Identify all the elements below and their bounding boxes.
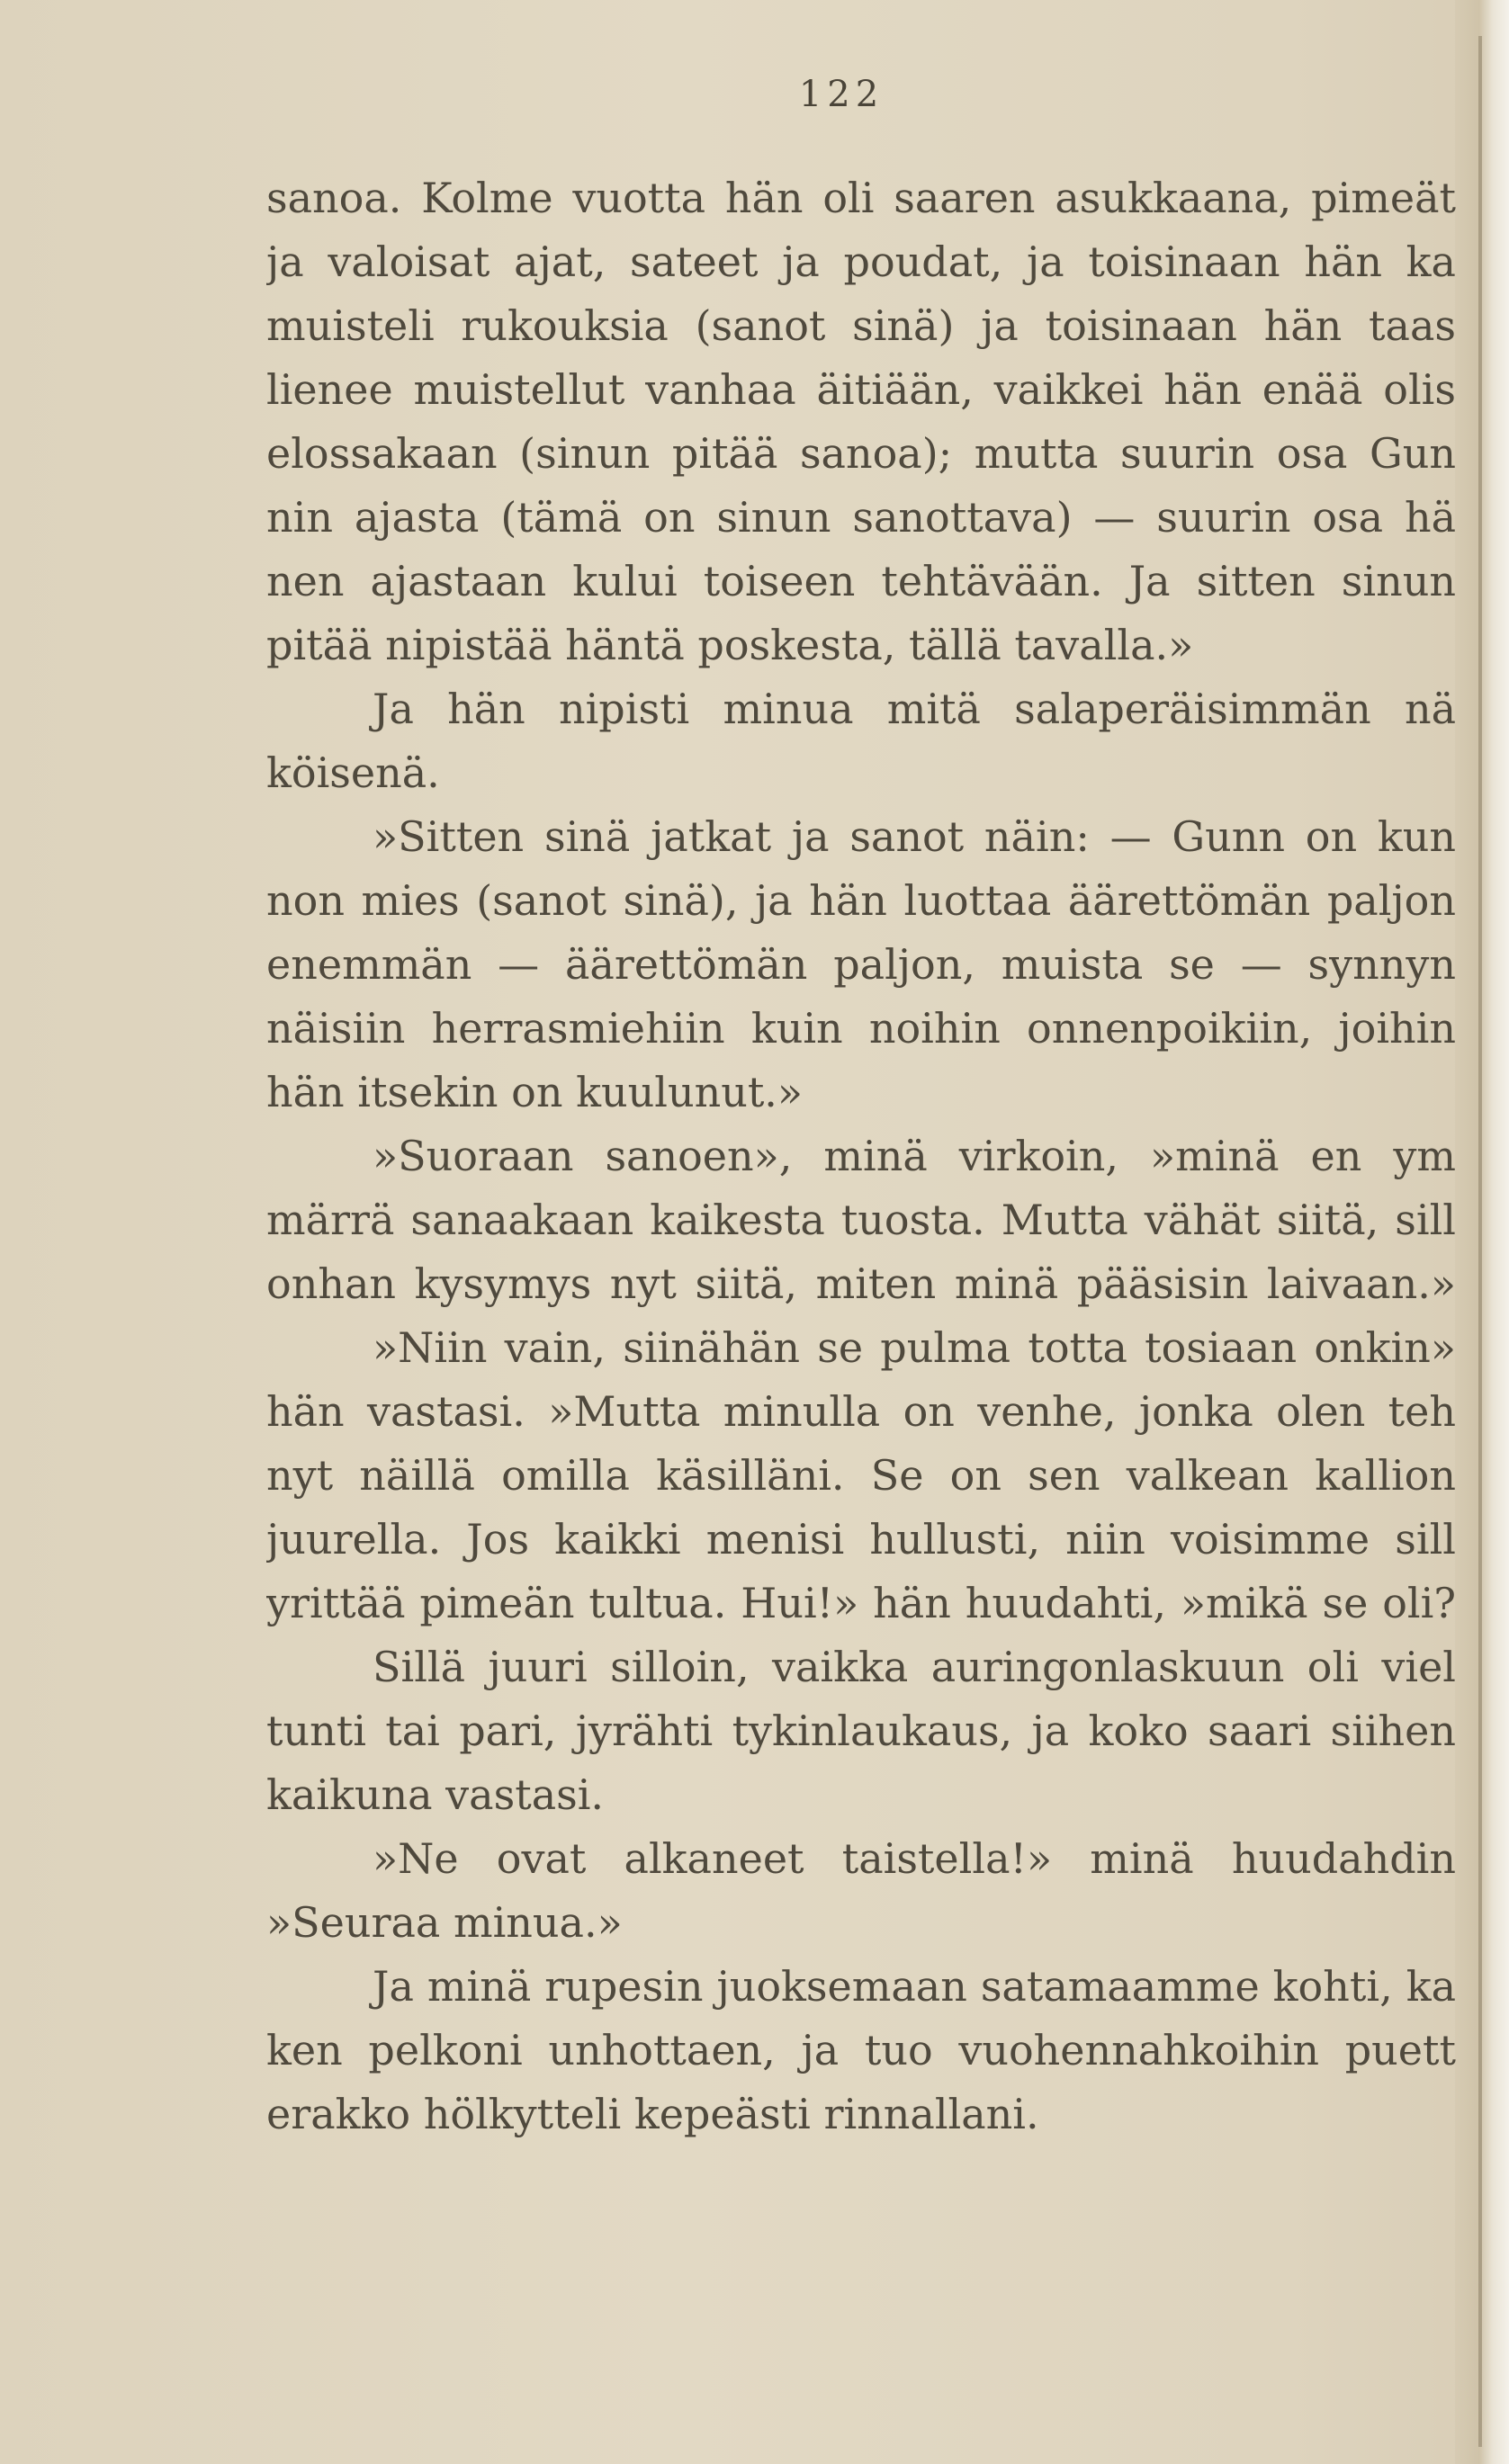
text-line: Ja minä rupesin juoksemaan satamaamme kohti, ka	[373, 1962, 1456, 2011]
body-text	[266, 166, 1456, 2182]
text-line: tunti tai pari, jyrähti tykinlaukaus, ja koko saari siihen	[266, 1707, 1456, 1755]
text-line: enemmän — äärettömän paljon, muista se — synnyn	[266, 940, 1456, 989]
text-line: muisteli rukouksia (sanot sinä) ja toisinaan hän taas	[266, 301, 1456, 350]
page-number: 122	[798, 74, 885, 115]
text-line: hän itsekin on kuulunut.»	[266, 1068, 804, 1116]
page-gutter	[1455, 0, 1509, 2464]
binding-edge	[1478, 36, 1482, 2447]
text-line: hän vastasi. »Mutta minulla on venhe, jonka olen teh	[266, 1387, 1456, 1436]
text-line: lienee muistellut vanhaa äitiään, vaikkei hän enää olis	[266, 365, 1456, 414]
text-line: kaikuna vastasi.	[266, 1770, 605, 1819]
text-line: nen ajastaan kului toiseen tehtävään. Ja sitten sinun	[266, 557, 1456, 605]
text-line: sanoa. Kolme vuotta hän oli saaren asukkaana, pimeät	[266, 174, 1456, 222]
text-line: märrä sanaakaan kaikesta tuosta. Mutta vähät siitä, sill	[266, 1196, 1456, 1244]
text-line: köisenä.	[266, 748, 440, 797]
text-line: »Ne ovat alkaneet taistella!» minä huudahdin	[373, 1834, 1456, 1883]
text-line: ja valoisat ajat, sateet ja poudat, ja toisinaan hän ka	[266, 237, 1456, 286]
text-line: nin ajasta (tämä on sinun sanottava) — suurin osa hä	[266, 493, 1456, 542]
text-line: onhan kysymys nyt siitä, miten minä pääsisin laivaan.»	[266, 1259, 1456, 1308]
text-line: »Seuraa minua.»	[266, 1898, 623, 1947]
text-line: elossakaan (sinun pitää sanoa); mutta suurin osa Gun	[266, 429, 1456, 478]
text-line: »Sitten sinä jatkat ja sanot näin: — Gunn on kun	[373, 812, 1456, 861]
text-line: Ja hän nipisti minua mitä salaperäisimmän nä	[373, 685, 1456, 733]
text-line: nyt näillä omilla käsilläni. Se on sen valkean kallion	[266, 1451, 1456, 1500]
text-line: ken pelkoni unhottaen, ja tuo vuohennahkoihin puett	[266, 2026, 1456, 2074]
text-line: »Niin vain, siinähän se pulma totta tosiaan onkin»	[373, 1323, 1456, 1372]
text-line: »Suoraan sanoen», minä virkoin, »minä en ym	[373, 1132, 1456, 1180]
text-line: yrittää pimeän tultua. Hui!» hän huudahti, »mikä se oli?	[266, 1579, 1456, 1627]
text-line: juurella. Jos kaikki menisi hullusti, niin voisimme sill	[266, 1515, 1456, 1564]
text-line: pitää nipistää häntä poskesta, tällä tavalla.»	[266, 621, 1194, 669]
text-line: erakko hölkytteli kepeästi rinnallani.	[266, 2090, 1039, 2138]
text-line: näisiin herrasmiehiin kuin noihin onnenpoikiin, joihin	[266, 1004, 1456, 1053]
text-line: non mies (sanot sinä), ja hän luottaa äärettömän paljon	[266, 876, 1456, 925]
text-line: Sillä juuri silloin, vaikka auringonlaskuun oli viel	[373, 1643, 1456, 1691]
